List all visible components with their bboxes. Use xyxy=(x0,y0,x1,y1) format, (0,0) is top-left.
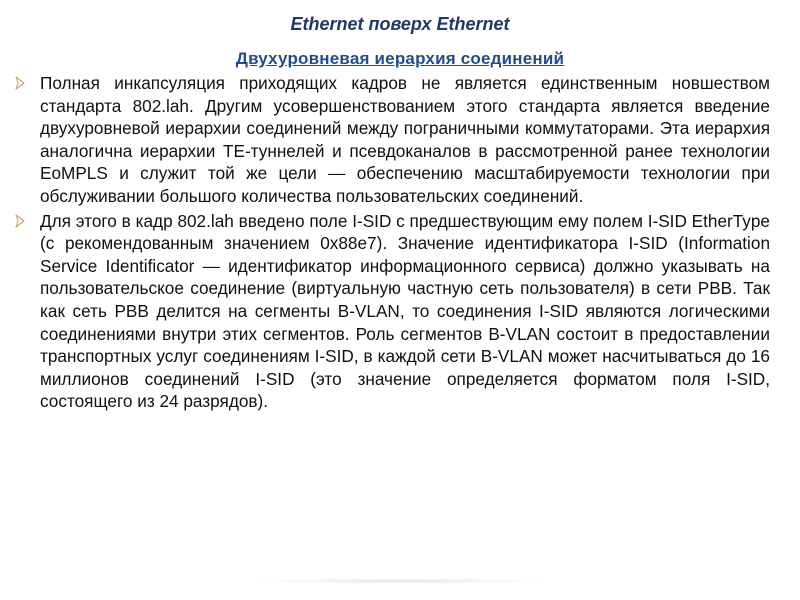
bottom-shadow-decoration xyxy=(250,578,550,584)
hollow-arrow-bullet-icon xyxy=(14,214,26,228)
paragraph-1-text: Полная инкапсуляция приходящих кадров не является единственным новшеством стандарта 802.lah. Другим усовершенствованием этого стандарта является введение двухуровневой иерархии соединений между пограничными коммутаторами. Эта иерархия аналогична иерархии TE-туннелей и псевдоканалов в рассмотренной ранее технологии EoMPLS и служит той же цели — обеспечению масштабируемости технологии при обслуживании большого количества пользовательских соединений. xyxy=(40,73,770,206)
hollow-arrow-bullet-icon xyxy=(14,76,26,90)
paragraph-1 xyxy=(14,72,770,208)
slide-title: Ethernet поверх Ethernet xyxy=(290,14,510,34)
slide-subtitle: Двухуровневая иерархия соединений xyxy=(235,49,565,68)
paragraph-2-text: Для этого в кадр 802.lah введено поле I-SID с предшествующим ему полем I-SID EtherType (с рекомендованным значением 0x88e7). Значение идентификатора I-SID (Information Service Identificator — идентификатор информационного сервиса) должно указывать на пользовательское соединение (виртуальную частную сеть пользователя) в сети PBB. Так как сеть PBB делится на сегменты B-VLAN, то соединения I-SID являются логическими соединениями внутри этих сегментов. Роль сегментов B-VLAN состоит в предоставлении транспортных услуг соединениям I-SID, в каждой сети B-VLAN может насчитываться до 16 миллионов соединений I-SID (это значение определяется форматом поля I-SID, состоящего из 24 разрядов). xyxy=(40,210,770,412)
paragraph-2 xyxy=(14,210,770,413)
slide-body xyxy=(14,72,770,415)
